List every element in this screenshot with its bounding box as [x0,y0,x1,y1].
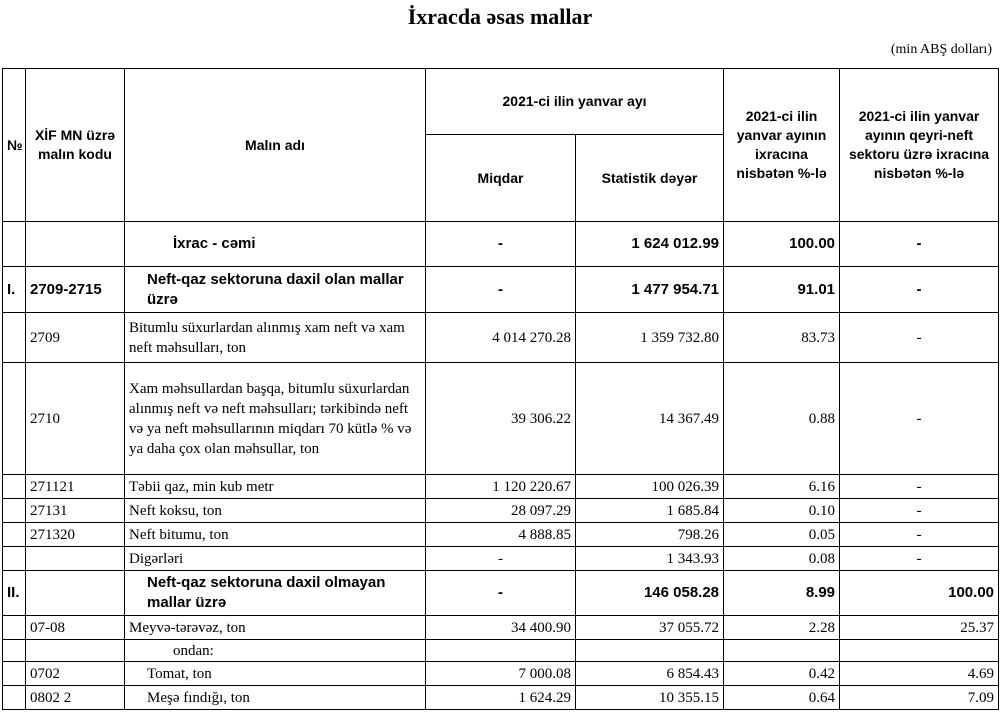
row-no [3,547,26,571]
row-code: 07-08 [26,616,125,640]
header-share-total: 2021-ci ilin yanvar ayının ixracına nisbətən %-lə [724,69,840,222]
row-code [26,571,125,616]
header-name: Malın adı [125,69,426,222]
exports-table [2,68,999,710]
row-name: Xam məhsullardan başqa, bitumlu süxurlardan alınmış neft və neft məhsulları; tərkibində neft və ya neft məhsullarının miqdarı 70 kütlə % və ya daha çox olan məhsullar, ton [125,363,426,475]
row-name: İxrac - cəmi [125,222,426,267]
row-pct2: - [840,363,999,475]
row-no: I. [3,267,26,313]
table-row [3,686,999,710]
row-name: Bitumlu süxurlardan alınmış xam neft və xam neft məhsulları, ton [125,313,426,363]
row-qty: 4 014 270.28 [426,313,576,363]
row-qty: - [426,547,576,571]
row-no [3,499,26,523]
row-name: Təbii qaz, min kub metr [125,475,426,499]
row-code: 2709 [26,313,125,363]
row-qty: 34 400.90 [426,616,576,640]
row-value: 1 343.93 [576,547,724,571]
row-qty: - [426,267,576,313]
row-pct: 91.01 [724,267,840,313]
row-pct2: - [840,222,999,267]
row-code: 271121 [26,475,125,499]
unit-note: (min ABŞ dolları) [890,42,992,57]
row-pct2: - [840,523,999,547]
row-value: 6 854.43 [576,662,724,686]
row-code [26,222,125,267]
row-value: 100 026.39 [576,475,724,499]
row-pct2: 25.37 [840,616,999,640]
row-no [3,640,26,662]
row-qty: 1 120 220.67 [426,475,576,499]
table-row [3,571,999,616]
page-title: İxracda əsas mallar [407,4,593,29]
table-row [3,616,999,640]
row-no [3,616,26,640]
row-value: 1 624 012.99 [576,222,724,267]
row-pct: 0.08 [724,547,840,571]
row-code: 2710 [26,363,125,475]
table-row [3,267,999,313]
row-pct2: - [840,499,999,523]
row-pct: 8.99 [724,571,840,616]
row-code: 2709-2715 [26,267,125,313]
row-name: Digərləri [125,547,426,571]
row-no [3,475,26,499]
row-pct: 0.05 [724,523,840,547]
row-qty: 4 888.85 [426,523,576,547]
row-qty: 28 097.29 [426,499,576,523]
row-pct2: 100.00 [840,571,999,616]
row-value: 10 355.15 [576,686,724,710]
row-code: 0802 2 [26,686,125,710]
row-value: 146 058.28 [576,571,724,616]
header-code: XİF MN üzrə malın kodu [26,69,125,222]
header-quantity: Miqdar [426,135,576,222]
row-no [3,662,26,686]
row-pct2: - [840,475,999,499]
row-pct: 0.64 [724,686,840,710]
row-pct: 6.16 [724,475,840,499]
row-pct: 100.00 [724,222,840,267]
row-value: 1 685.84 [576,499,724,523]
row-qty: 7 000.08 [426,662,576,686]
row-name: Tomat, ton [125,662,426,686]
row-name: ondan: [125,640,426,662]
row-pct2: - [840,547,999,571]
row-pct2: 4.69 [840,662,999,686]
row-qty: - [426,571,576,616]
header-share-nonoil: 2021-ci ilin yanvar ayının qeyri-neft sektoru üzrə ixracına nisbətən %-lə [840,69,999,222]
row-name: Neft bitumu, ton [125,523,426,547]
row-pct: 0.10 [724,499,840,523]
row-value [576,640,724,662]
table-row [3,640,999,662]
row-name: Neft koksu, ton [125,499,426,523]
table-row [3,662,999,686]
row-qty [426,640,576,662]
row-no [3,313,26,363]
row-pct2: - [840,313,999,363]
row-pct2: 7.09 [840,686,999,710]
row-code: 0702 [26,662,125,686]
row-name: Meşə fındığı, ton [125,686,426,710]
row-name: Meyvə-tərəvəz, ton [125,616,426,640]
row-no [3,363,26,475]
row-pct: 0.88 [724,363,840,475]
table-row [3,222,999,267]
table-row [3,523,999,547]
row-no [3,222,26,267]
row-no [3,686,26,710]
header-period: 2021-ci ilin yanvar ayı [426,69,724,135]
row-qty: - [426,222,576,267]
row-value: 14 367.49 [576,363,724,475]
row-pct: 83.73 [724,313,840,363]
row-code: 271320 [26,523,125,547]
row-pct2 [840,640,999,662]
table-row [3,363,999,475]
row-name: Neft-qaz sektoruna daxil olan mallar üzrə [125,267,426,313]
row-pct: 2.28 [724,616,840,640]
row-pct [724,640,840,662]
row-name: Neft-qaz sektoruna daxil olmayan mallar üzrə [125,571,426,616]
table-row [3,499,999,523]
row-code [26,640,125,662]
row-qty: 39 306.22 [426,363,576,475]
table-row [3,313,999,363]
row-pct2: - [840,267,999,313]
table-row [3,547,999,571]
row-pct: 0.42 [724,662,840,686]
row-qty: 1 624.29 [426,686,576,710]
row-no: II. [3,571,26,616]
row-value: 1 359 732.80 [576,313,724,363]
row-value: 1 477 954.71 [576,267,724,313]
row-no [3,523,26,547]
row-value: 37 055.72 [576,616,724,640]
header-no: № [3,69,26,222]
header-value: Statistik dəyər [576,135,724,222]
table-row [3,475,999,499]
row-value: 798.26 [576,523,724,547]
row-code [26,547,125,571]
row-code: 27131 [26,499,125,523]
